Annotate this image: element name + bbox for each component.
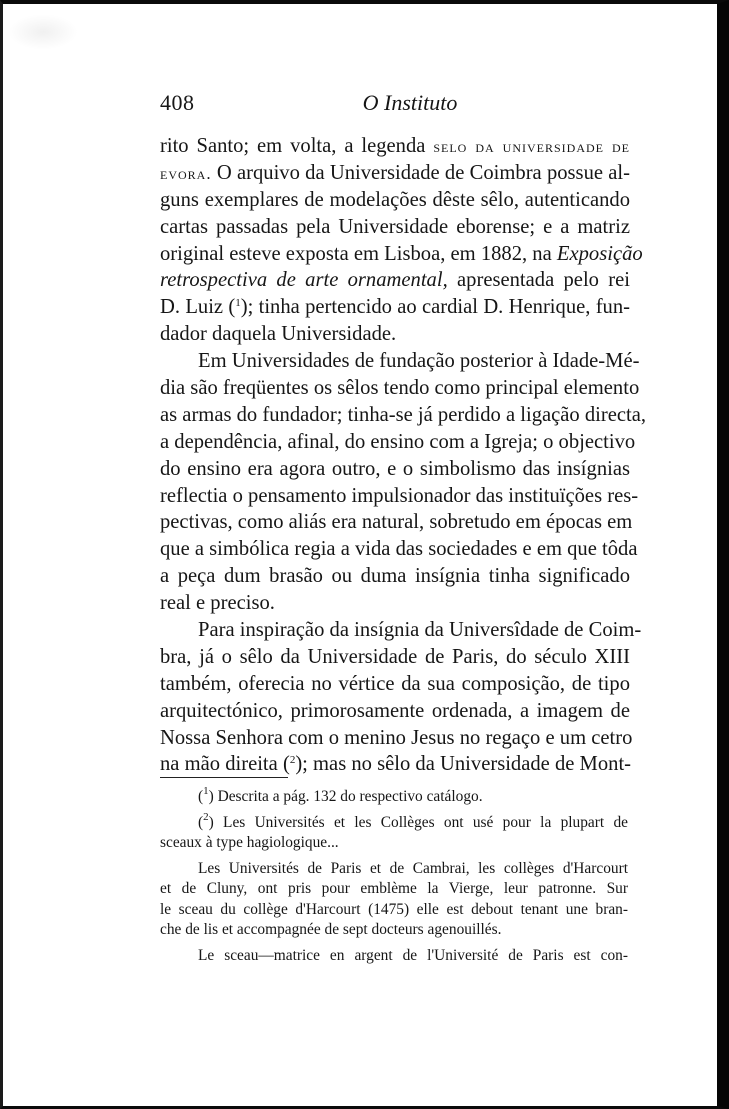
italic-title: retrospectiva de arte ornamental,	[160, 269, 448, 292]
scan-smudge	[8, 14, 78, 50]
text-line: também, oferecia no vértice da sua composição, de tipo	[160, 672, 630, 695]
text-line: Nossa Senhora com o menino Jesus no regaço e um cetro	[160, 726, 633, 749]
footnote-line: et de Cluny, ont pris pour emblème la Vierge, leur patronne. Sur	[160, 880, 628, 897]
footnote-line: ($^1$) Descrita a pág. 132 do respectivo catálogo.	[198, 785, 483, 805]
text-line: dia são freqüentes os sêlos tendo como principal elemento	[160, 377, 640, 400]
footnote-ref: 2	[289, 754, 296, 767]
footnote-number: 2	[203, 810, 209, 823]
text-line: guns exemplares de modelações dêste sêlo, autenticando	[160, 188, 630, 211]
text-line: Em Universidades de fundação posterior à Idade-Mé-	[198, 350, 640, 373]
text-line: Para inspiração da insígnia da Universîdade de Coim-	[198, 619, 642, 642]
text-line: as armas do fundador; tinha-se já perdido a ligação directa,	[160, 403, 647, 426]
text-line: real e preciso.	[160, 592, 275, 615]
footnote-line: sceaux à type hagiologique...	[160, 834, 339, 851]
small-caps-legend: selo da universidade de	[433, 137, 630, 156]
text-line: rito Santo; em volta, a legenda selo da universidade de	[160, 135, 630, 157]
italic-title: Exposição	[556, 242, 643, 265]
footnote-line: le sceau du collège d'Harcourt (1475) elle est debout tenant une bran-	[160, 900, 628, 918]
text-line: bra, já o sêlo da Universidade de Paris, do século XIII	[160, 645, 630, 668]
footnote-line: che de lis et accompagnée de sept docteurs agenouillés.	[160, 921, 502, 938]
small-caps-legend: evora.	[160, 163, 212, 183]
page-number: 408	[160, 90, 195, 115]
text-line: D. Luiz ($^1$); tinha pertencido ao cardial D. Henrique, fun-	[160, 296, 631, 319]
footnote-line: ($^2$) Les Universités et les Collèges ont usé pour la plupart de	[198, 810, 628, 831]
text-line: reflectia o pensamento impulsionador das instituïções res-	[160, 484, 639, 507]
text-line: a peça dum brasão ou duma insígnia tinha significado	[160, 565, 630, 588]
main-text	[160, 133, 647, 778]
text-line: arquitectónico, primorosamente ordenada, a imagem de	[160, 699, 630, 722]
running-title: O Instituto	[362, 90, 458, 115]
page-header	[160, 90, 630, 118]
footnote-line: Le sceau—matrice en argent de l'Université de Paris est con-	[198, 946, 628, 964]
text-line: retrospectiva de arte ornamental, apresentada pelo rei	[160, 269, 630, 292]
text-line: a dependência, afinal, do ensino com a Igreja; o objectivo	[160, 430, 636, 453]
footnote-rule	[160, 777, 288, 778]
footnote-ref: 1	[235, 297, 241, 310]
text-line: evora. O arquivo da Universidade de Coimbra possue al-	[160, 161, 630, 184]
footnote-line: Les Universités de Paris et de Cambrai, les collèges d'Harcourt	[198, 859, 628, 877]
text-line: cartas passadas pela Universidade eborense; e a matriz	[160, 215, 630, 238]
text-line: original esteve exposta em Lisboa, em 1882, na Exposição	[160, 242, 643, 265]
text-line: na mão direita ($^2$); mas no sêlo da Universidade de Mont-	[160, 753, 632, 776]
text-line: do ensino era agora outro, e o simbolismo das insígnias	[160, 457, 630, 480]
text-line: que a simbólica regia a vida das sociedades e em que tôda	[160, 538, 638, 561]
footnote-number: 1	[203, 785, 209, 797]
text-line: dador daquela Universidade.	[160, 323, 397, 346]
footnotes	[160, 787, 628, 966]
text-line: pectivas, como aliás era natural, sobretudo em épocas em	[160, 511, 633, 534]
